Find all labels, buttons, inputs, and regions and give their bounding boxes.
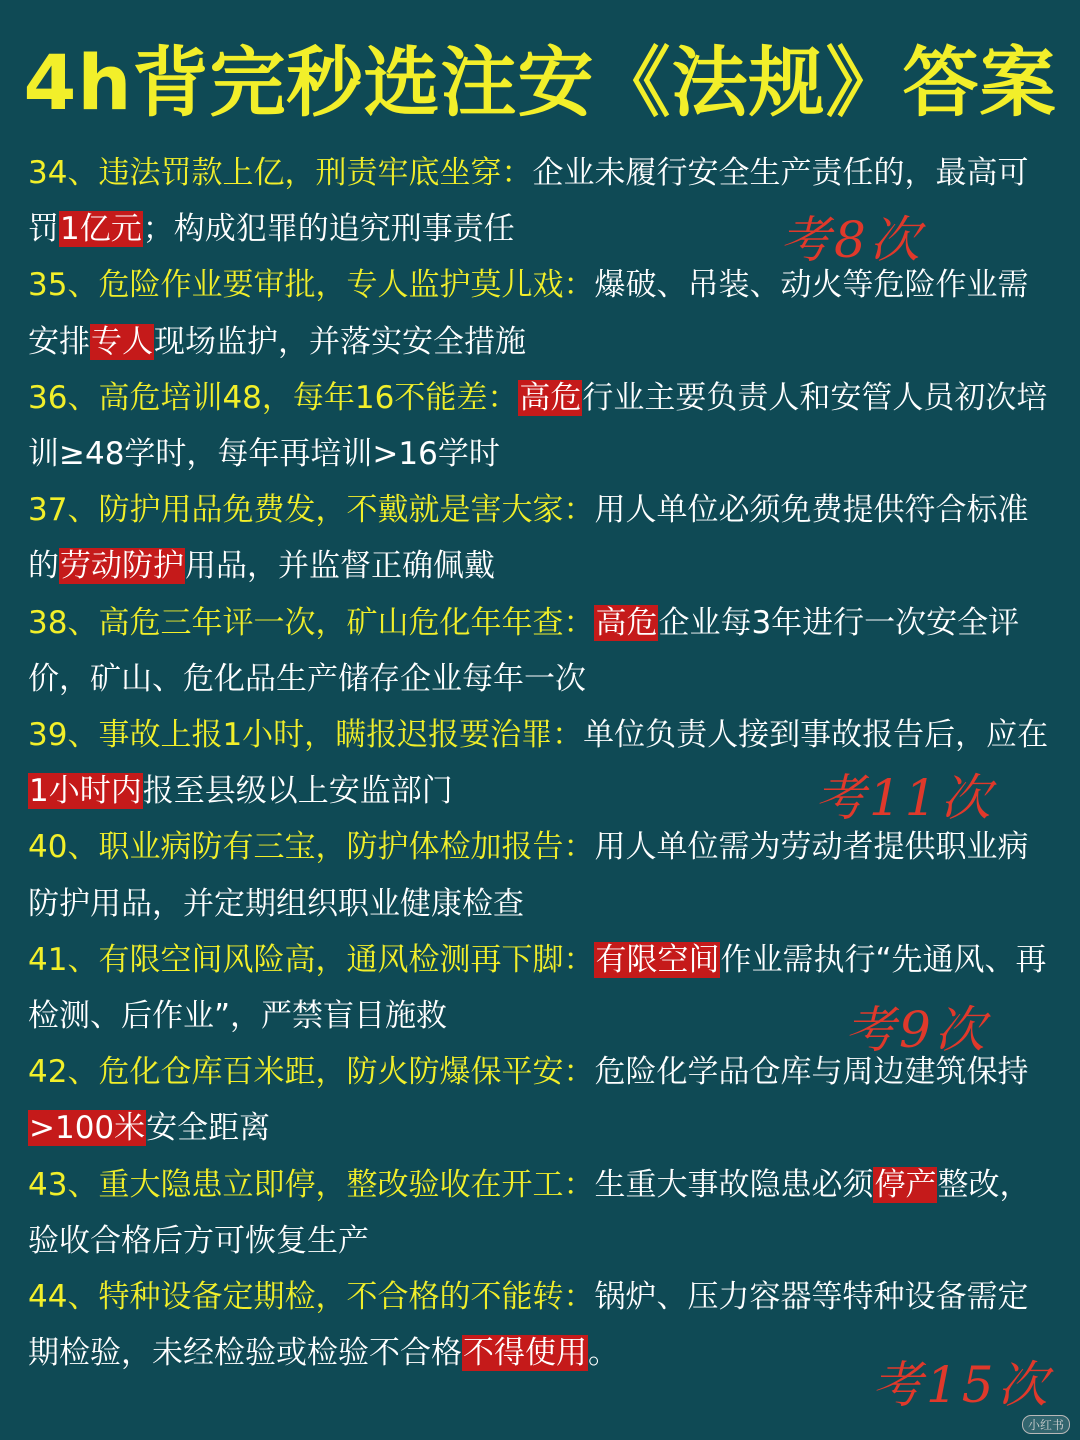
item-answer: 用人单位必须免费提供符合标准的 [28, 492, 1029, 585]
item-answer-tail: 现场监护，并落实安全措施 [154, 323, 526, 360]
item-answer-tail: 整改，验收合格后方可恢复生产 [28, 1166, 1031, 1259]
item-answer: 生重大事故隐患必须 [594, 1166, 874, 1203]
list-item [28, 595, 1058, 707]
item-highlight: 专人 [91, 323, 153, 360]
item-answer-tail: 企业每3年进行一次安全评价，矿山、危化品生产储存企业每年一次 [28, 604, 1020, 697]
item-answer-tail: 。 [588, 1335, 619, 1372]
list-item [28, 819, 1058, 931]
item-answer-tail: 行业主要负责人和安管人员初次培训≥48学时，每年再培训>16学时 [28, 379, 1048, 473]
item-highlight: 劳动防护 [60, 548, 184, 585]
item-question: 35、危险作业要审批，专人监护莫儿戏： [28, 267, 595, 304]
list-item [28, 257, 1058, 369]
handwritten-note: 考15次 [872, 1356, 1052, 1414]
item-answer: 爆破、吊装、动火等危险作业需安排 [28, 267, 1029, 360]
item-answer-tail: 作业需执行“先通风、再检测、后作业”，严禁盲目施救 [28, 941, 1047, 1035]
item-question: 42、危化仓库百米距，防火防爆保平安： [28, 1054, 595, 1091]
item-answer: 锅炉、压力容器等特种设备需定期检验，未经检验或检验不合格 [28, 1279, 1029, 1372]
handwritten-note: 考11次 [815, 769, 995, 827]
item-answer: 用人单位需为劳动者提供职业病防护用品，并定期组织职业健康检查 [28, 829, 1029, 922]
item-highlight: 高危 [595, 604, 658, 641]
item-highlight: 高危 [519, 379, 582, 416]
item-answer-tail: 报至县级以上安监部门 [142, 773, 453, 810]
item-question: 40、职业病防有三宝，防护体检加报告： [28, 829, 595, 866]
item-highlight: 停产 [874, 1166, 937, 1203]
item-highlight: 有限空间 [595, 941, 720, 978]
item-answer-tail: 安全距离 [146, 1110, 271, 1147]
item-question: 41、有限空间风险高，通风检测再下脚： [28, 941, 595, 978]
item-highlight: 不得使用 [463, 1335, 587, 1372]
item-question: 39、事故上报1小时，瞒报迟报要治罪： [28, 717, 584, 754]
item-highlight: >100米 [29, 1110, 146, 1147]
item-answer: 单位负责人接到事故报告后，应在 [583, 717, 1049, 754]
item-answer: 企业未履行安全生产责任的，最高可罚 [28, 155, 1029, 248]
item-answer-tail: 用品，并监督正确佩戴 [185, 548, 495, 585]
item-highlight: 1小时内 [29, 773, 142, 810]
page-title: 4h背完秒选注安《法规》答案 [23, 38, 1057, 127]
item-question: 36、高危培训48，每年16不能差： [28, 379, 519, 416]
item-question: 38、高危三年评一次，矿山危化年年查： [28, 604, 595, 641]
item-answer: 危险化学品仓库与周边建筑保持 [594, 1054, 1029, 1091]
item-question: 37、防护用品免费发，不戴就是害大家： [28, 492, 595, 529]
item-question: 44、特种设备定期检，不合格的不能转： [28, 1279, 595, 1316]
list-item [28, 370, 1058, 482]
item-answer-tail: ；构成犯罪的追究刑事责任 [142, 211, 515, 248]
item-question: 43、重大隐患立即停，整改验收在开工： [28, 1166, 595, 1203]
handwritten-note: 考9次 [845, 1001, 989, 1059]
watermark-logo: 小红书 [1022, 1415, 1070, 1434]
handwritten-note: 考8次 [780, 211, 924, 269]
item-highlight: 1亿元 [60, 211, 142, 248]
list-item [28, 482, 1058, 594]
list-item [28, 1157, 1058, 1269]
item-question: 34、违法罚款上亿，刑责牢底坐穿： [28, 155, 533, 191]
